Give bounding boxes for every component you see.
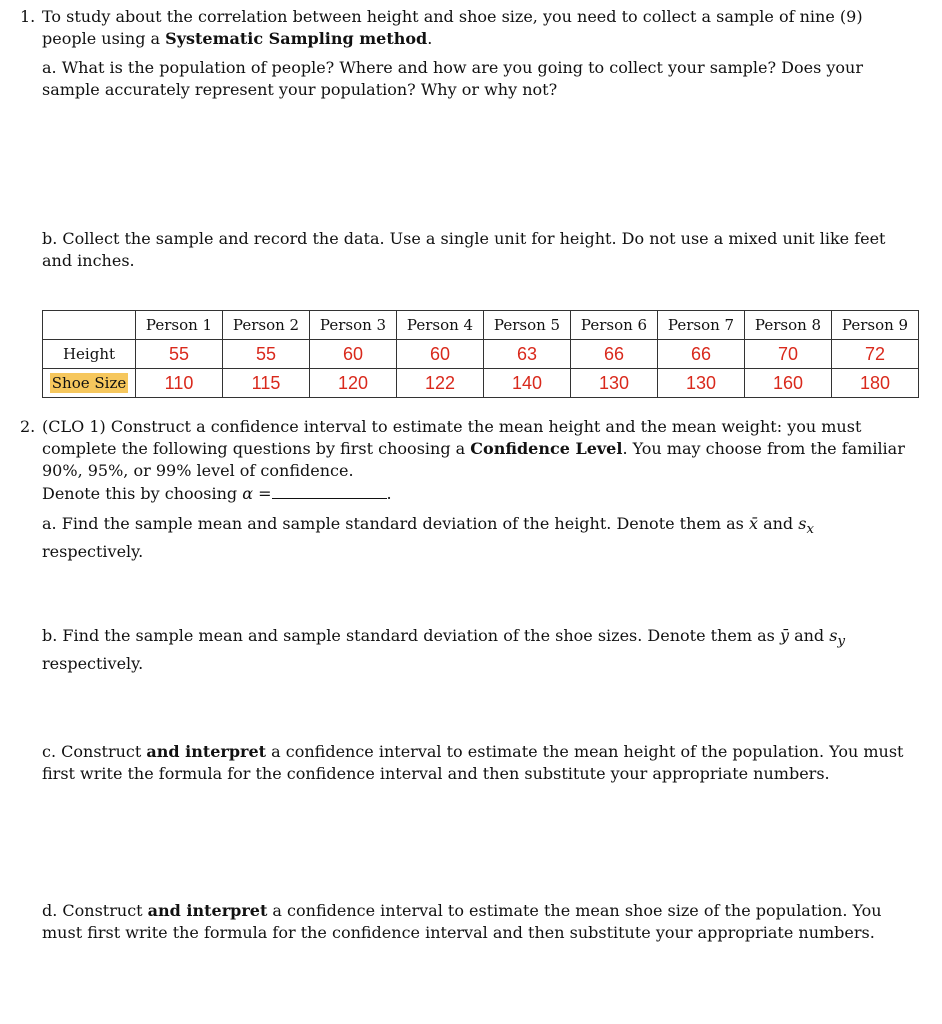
xbar-symbol: x̄ [748,514,758,533]
question-2b-text: b. Find the sample mean and sample standard deviation of the shoe sizes. Denote them as [42,626,780,645]
question-2-intro-text: (CLO 1) Construct a confidence interval to estimate the mean height and the mean weight: you must complete the following questions by first choosing a [42,417,862,458]
table-header-cell: Person 7 [658,311,745,340]
question-2d-text: d. Construct [42,901,148,920]
question-2c-bold: and interpret [146,742,267,761]
height-value: 72 [832,340,919,369]
and-word: and [758,514,799,533]
table-header-cell: Person 9 [832,311,919,340]
height-value: 66 [571,340,658,369]
question-2-intro-bold: Confidence Level [470,439,623,458]
table-header-cell: Person 5 [484,311,571,340]
height-value: 60 [310,340,397,369]
question-1-intro [42,6,912,50]
shoe-size-value: 130 [658,369,745,398]
question-2-intro-end: . You may choose from the familiar 90%, 95%, or 99% level of confidence. [42,439,905,480]
height-value: 70 [745,340,832,369]
table-header-cell: Person 2 [223,311,310,340]
question-1-number: 1. [20,7,36,26]
table-row [43,369,919,398]
question-1a: a. What is the population of people? Where and how are you going to collect your sample? Does your sample accurately represent your population? Why or why not? [42,58,863,99]
table-header-cell: Person 3 [310,311,397,340]
table-header-cell: Person 6 [571,311,658,340]
table-header-cell: Person 1 [136,311,223,340]
question-1-intro-bold: Systematic Sampling method [165,29,428,48]
question-2d-bold: and interpret [147,901,268,920]
height-value: 55 [223,340,310,369]
question-2a-end: respectively. [42,542,144,562]
question-2a [42,513,912,563]
height-value: 55 [136,340,223,369]
s-symbol: s [798,514,807,533]
shoe-size-value: 115 [223,369,310,398]
row-label-height: Height [43,340,136,369]
question-2-intro [42,416,912,482]
question-2c-end: a confidence interval to estimate the mean height of the population. You must first write the formula for the confidence interval and then substitute your appropriate numbers. [42,742,904,783]
table-header-cell: Person 8 [745,311,832,340]
s-subscript-y: y [837,634,846,650]
question-2b-end: respectively. [42,654,144,674]
data-table [42,310,919,398]
alpha-answer-blank[interactable] [272,484,387,499]
question-2c-text: c. Construct [42,742,147,761]
question-1-intro-end: . [427,29,433,48]
ybar-symbol: ȳ [779,626,789,645]
question-2b [42,625,912,675]
shoe-size-value: 140 [484,369,571,398]
shoe-size-value: 122 [397,369,484,398]
table-header-cell: Person 4 [397,311,484,340]
shoe-size-value: 110 [136,369,223,398]
shoe-size-value: 120 [310,369,397,398]
shoe-size-value: 130 [571,369,658,398]
height-value: 66 [658,340,745,369]
question-2-number: 2. [20,417,36,436]
question-2a-text: a. Find the sample mean and sample standard deviation of the height. Denote them as [42,514,749,533]
table-row [43,340,919,369]
shoe-size-value: 160 [745,369,832,398]
question-2c [42,741,912,785]
highlighted-label: Shoe Size [51,374,127,392]
s-subscript-x: x [806,522,815,538]
shoe-size-value: 180 [832,369,919,398]
alpha-line-period: . [386,484,392,503]
question-2d [42,900,912,944]
alpha-symbol: α [242,484,254,503]
height-value: 63 [484,340,571,369]
question-1-intro-text: To study about the correlation between height and shoe size, you need to collect a sample of nine (9) people using a [42,7,863,48]
s-symbol: s [829,626,838,645]
row-label-shoe-size [43,369,136,398]
alpha-line-text: Denote this by choosing [42,484,243,503]
and-word: and [789,626,830,645]
height-value: 60 [397,340,484,369]
question-1b: b. Collect the sample and record the data. Use a single unit for height. Do not use a mixed unit like feet and inches. [42,229,886,270]
alpha-line [42,483,912,505]
table-corner-cell [43,311,136,340]
equals-sign: = [253,484,272,503]
question-2d-end: a confidence interval to estimate the mean shoe size of the population. You must first write the formula for the confidence interval and then substitute your appropriate numbers. [42,901,882,942]
table-header-row [43,311,919,340]
